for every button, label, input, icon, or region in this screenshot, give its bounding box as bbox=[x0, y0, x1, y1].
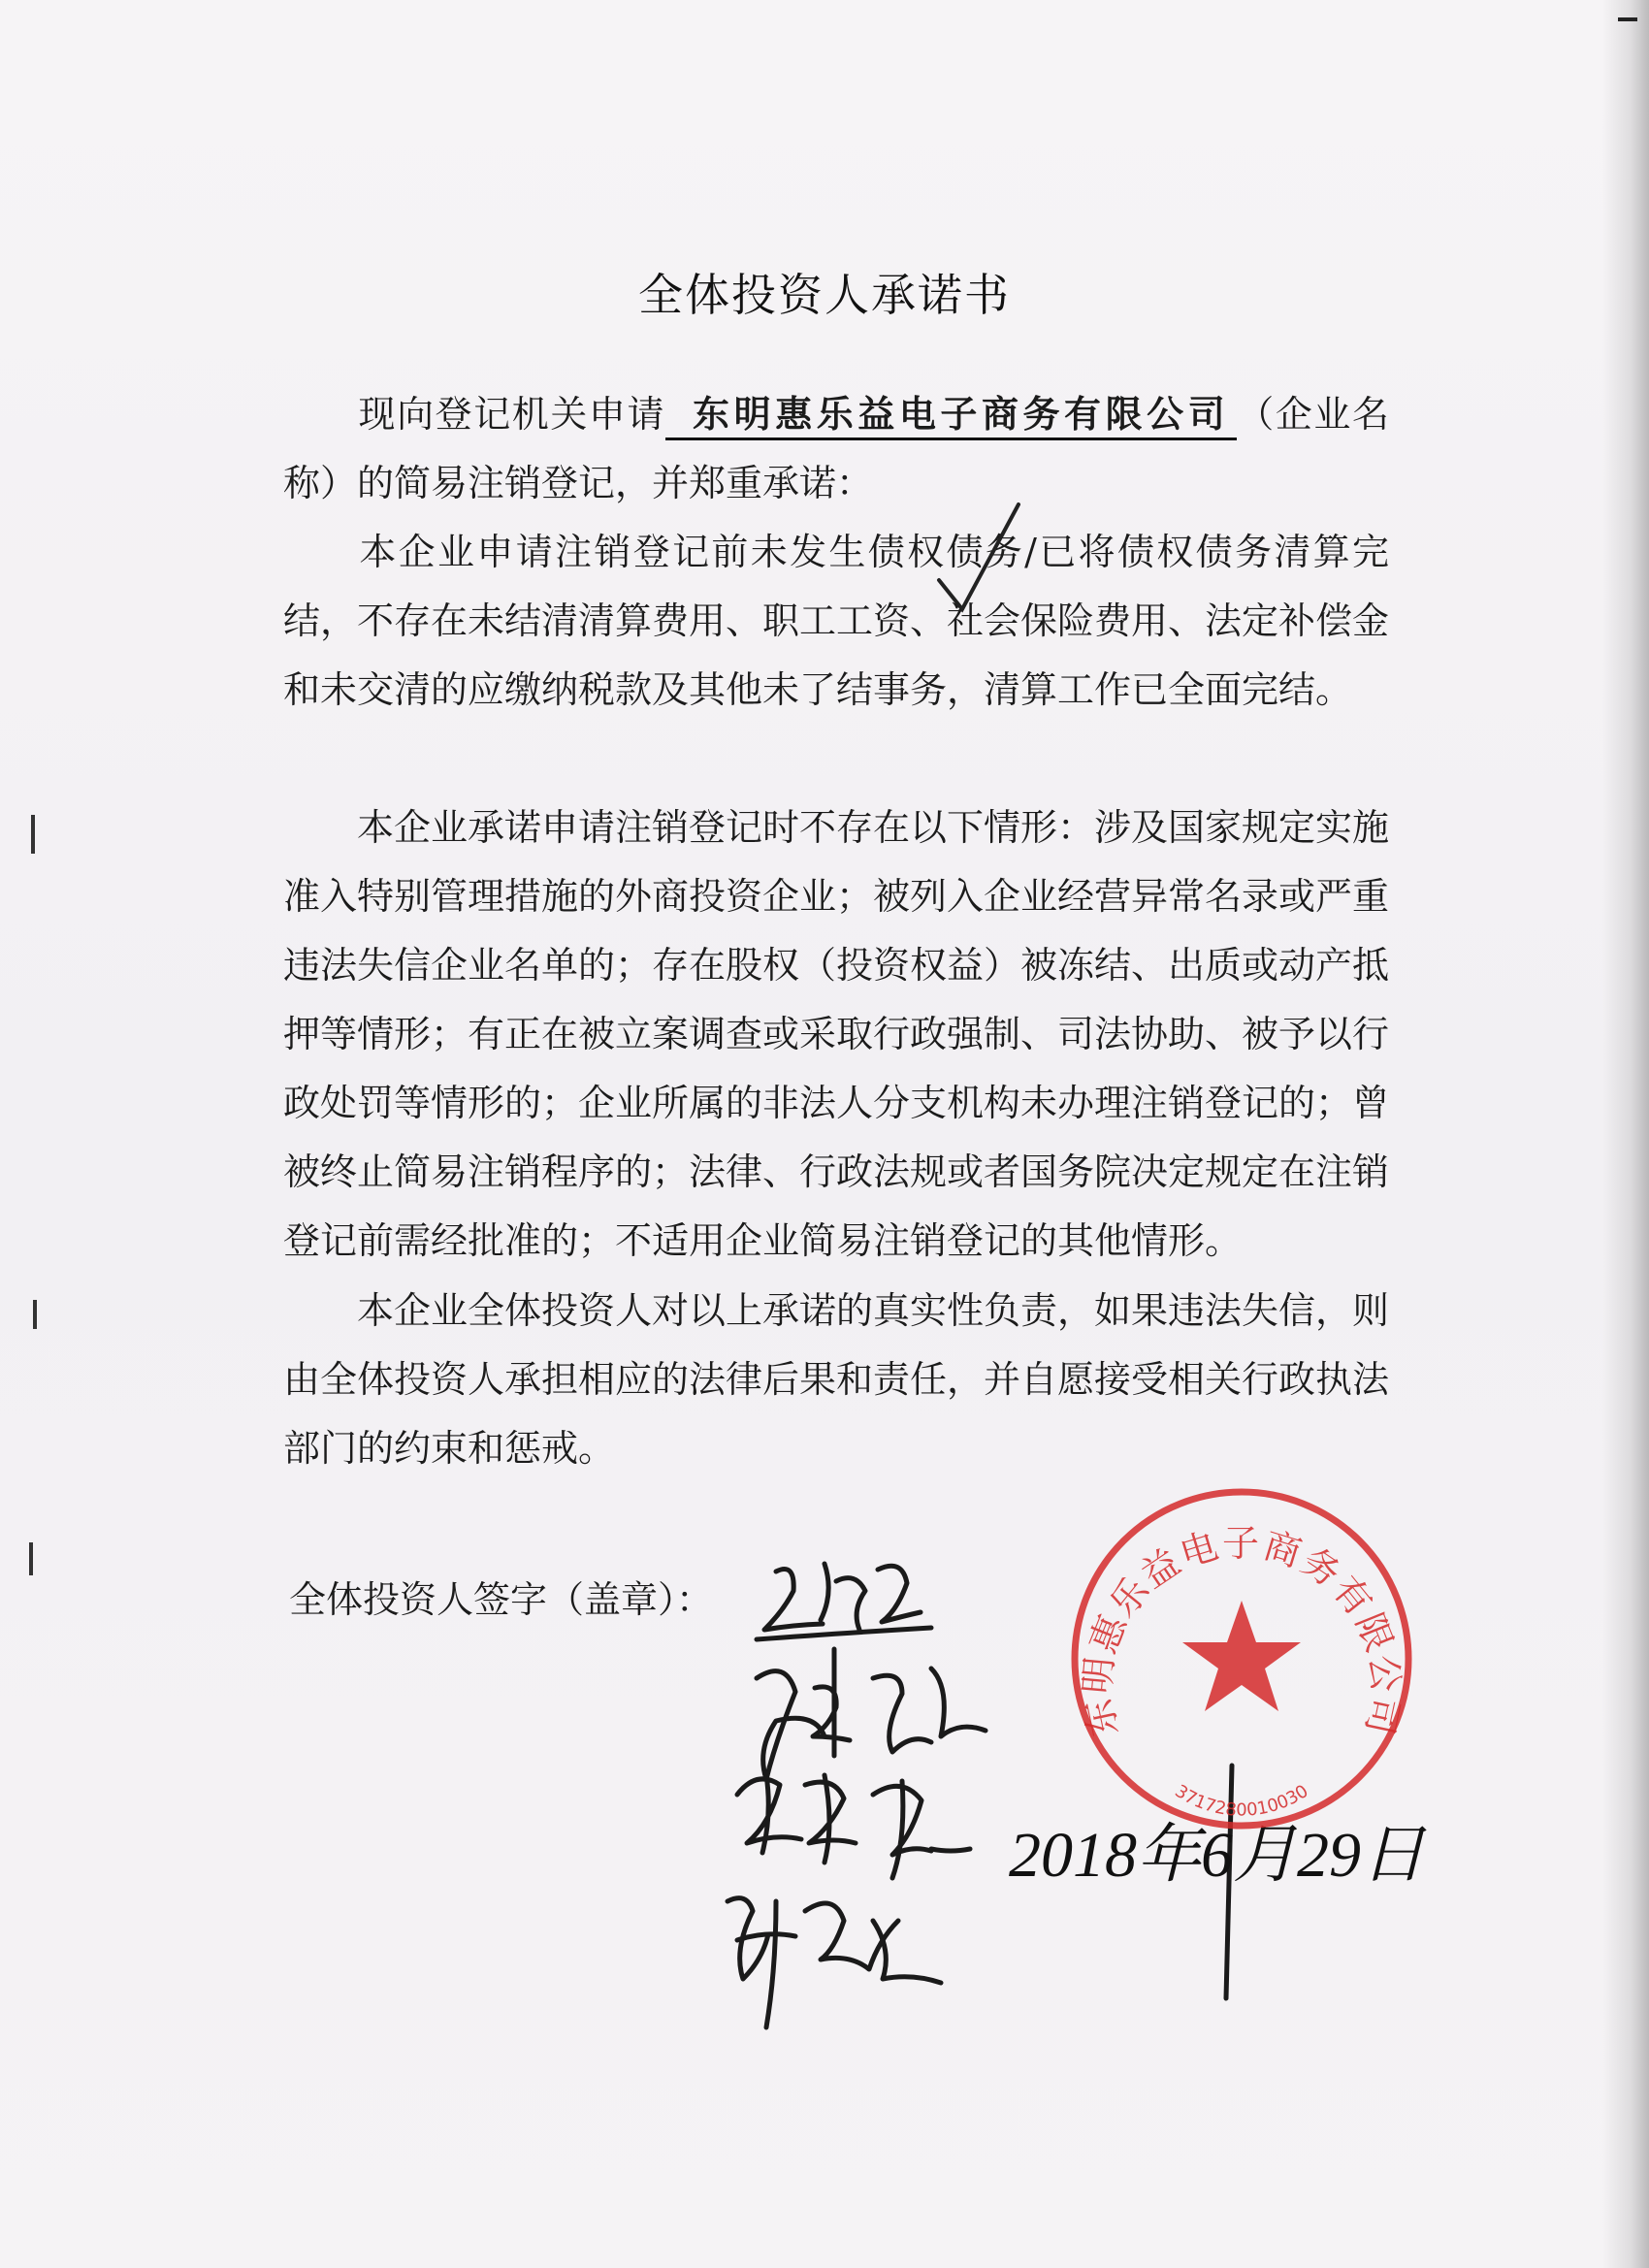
paragraph-conditions-text: 本企业承诺申请注销登记时不存在以下情形：涉及国家规定实施准入特别管理措施的外商投资企业；被列入企业经营异常名录或严重违法失信企业名单的；存在股权（投资权益）被冻结、出质或动产抵押等情形；有正在被立案调查或采取行政强制、司法协助、被予以行政处罚等情形的；企业所属的非法人分支机构未办理注销登记的；曾被终止简易注销程序的；法律、行政法规或者国务院决定规定在注销登记前需经批准的；不适用企业简易注销登记的其他情形。 bbox=[283, 806, 1390, 1262]
paragraph-debts-text: 本企业申请注销登记前未发生债权债务/已将债权债务清算完结，不存在未结清清算费用、职工工资、社会保险费用、法定补偿金和未交清的应缴纳税款及其他未了结事务，清算工作已全面完结。 bbox=[283, 531, 1390, 711]
seal-star-icon bbox=[1182, 1601, 1301, 1711]
signature-label: 全体投资人签字（盖章）： bbox=[289, 1578, 714, 1621]
paragraph-responsibility-text: 本企业全体投资人对以上承诺的真实性负责，如果违法失信，则由全体投资人承担相应的法律后果和责任，并自愿接受相关行政执法部门的约束和惩戒。 bbox=[283, 1289, 1390, 1470]
seal-code: 3717280010030 bbox=[1171, 1780, 1312, 1821]
application-suffix: （企业名称）的简易注销登记，并郑重承诺： bbox=[283, 393, 1389, 504]
seal-company-name: 东明惠乐益电子商务有限公司 bbox=[1075, 1522, 1408, 1740]
company-name: 东明惠乐益电子商务有限公司 bbox=[665, 393, 1237, 440]
document-title: 全体投资人承诺书 bbox=[638, 269, 1011, 321]
company-seal bbox=[1062, 1479, 1421, 1838]
signature-date: 2018年6月29日 bbox=[1009, 1820, 1425, 1891]
svg-text:3717280010030 bbox=[1171, 1781, 1311, 1821]
application-prefix: 现向登记机关申请 bbox=[357, 393, 666, 436]
